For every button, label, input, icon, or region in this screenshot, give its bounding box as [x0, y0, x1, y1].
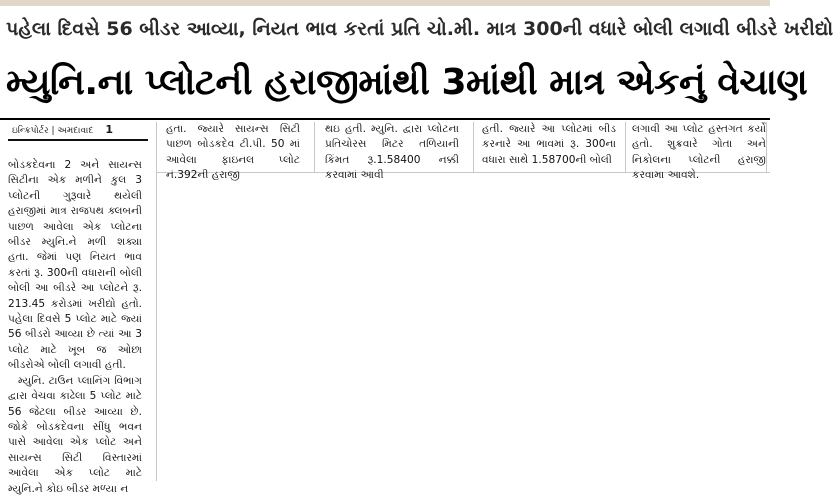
article-paragraph: થઇ હતી. મ્યુનિ. દ્વારા પ્લોટના પ્રતિચોરસ મિટર તળિયાની કિંમત રૂ.1.58400 નક્કી કરવામાં આવી: [325, 123, 459, 182]
column-divider: [473, 122, 474, 172]
column-divider: [314, 122, 315, 172]
byline-reporter: ઇન્ક્રિપોર્ટર | અમદાવાદ: [12, 126, 94, 136]
article-paragraph: હતા. જ્યારે સાયન્સ સિટી પાછળ બોડકદેવ ટી.પી. 50 માં આવેલા ફાઇનલ પ્લોટ નં.392ની હરાજી: [166, 123, 300, 182]
column-divider: [625, 122, 626, 172]
byline: [12, 122, 152, 138]
article-paragraph: મ્યુનિ. ટાઉન પ્લાનિંગ વિભાગ દ્વારા વેચવા કાઢેલા 5 પ્લોટ માટે 56 જેટલા બીડર આવ્યા છે. જોકે બોડકદેવના સીંધુ ભવન પાસે આવેલા એક પ્લોટ અને સાયન્સ સિટી વિસ્તારમાં આવેલા એક પ્લોટ માટે મ્યુનિ.ને કોઇ બીડર મળ્યા ન: [8, 374, 142, 495]
article-column-4: [482, 122, 616, 168]
article-paragraph: બોડકદેવના 2 અને સાયન્સ સિટીના એક મળીને કુલ 3 પ્લોટની ગુરૂવારે થયેલી હરાજીમાં માત્ર રાજપથ ક્લબની પાછળ આવેલા એક પ્લોટના બીડર મ્યુનિ.ને મળી શક્યા હતા. જેમાં પણ નિયત ભાવ કરતાં રૂ. 300ની વધારાની બોલી બોલી આ બીડરે આ પ્લોટને રૂ. 213.45 કરોડમાં ખરીદ્યો હતો. પહેલા દિવસે 5 પ્લોટ માટે જ્યાં 56 બીડરો આવ્યા છે ત્યાં આ 3 પ્લોટ માટે ખૂબ જ ઓછા બીડરોએ બોલી લગાવી હતી.: [8, 159, 142, 372]
article-paragraph: હતી. જ્યારે આ પ્લોટમાં બીડ કરનારે આ ભાવમાં રૂ. 300ના વધારા સાથે 1.58700ની બોલી: [482, 123, 616, 166]
page-top-band: [0, 0, 770, 6]
article-kicker: પહેલા દિવસે 56 બીડર આવ્યા, નિયત ભાવ કરતાં પ્રતિ ચો.મી. માત્ર 300ની વધારે બોલી લગાવી બીડરે ખરીદ્યો: [6, 18, 833, 40]
column-divider: [156, 122, 157, 481]
article-headline: મ્યુનિ.ના પ્લોટની હરાજીમાંથી 3માંથી માત્ર એકનું વેચાણ: [6, 62, 808, 103]
byline-number: 1: [105, 123, 114, 136]
byline-rule: [8, 139, 148, 141]
article-column-5: [632, 122, 766, 182]
article-column-1: [8, 158, 142, 495]
column-divider: [766, 122, 767, 172]
article-column-3: [325, 122, 459, 182]
article-column-2: [166, 122, 300, 182]
article-paragraph: લગાવી આ પ્લોટ હસ્તગત કર્યો હતો. શુક્રવારે ગોતા અને નિકોલના પ્લોટની હરાજી કરવામા આવશે.: [632, 123, 766, 182]
headline-rule: [0, 118, 770, 120]
